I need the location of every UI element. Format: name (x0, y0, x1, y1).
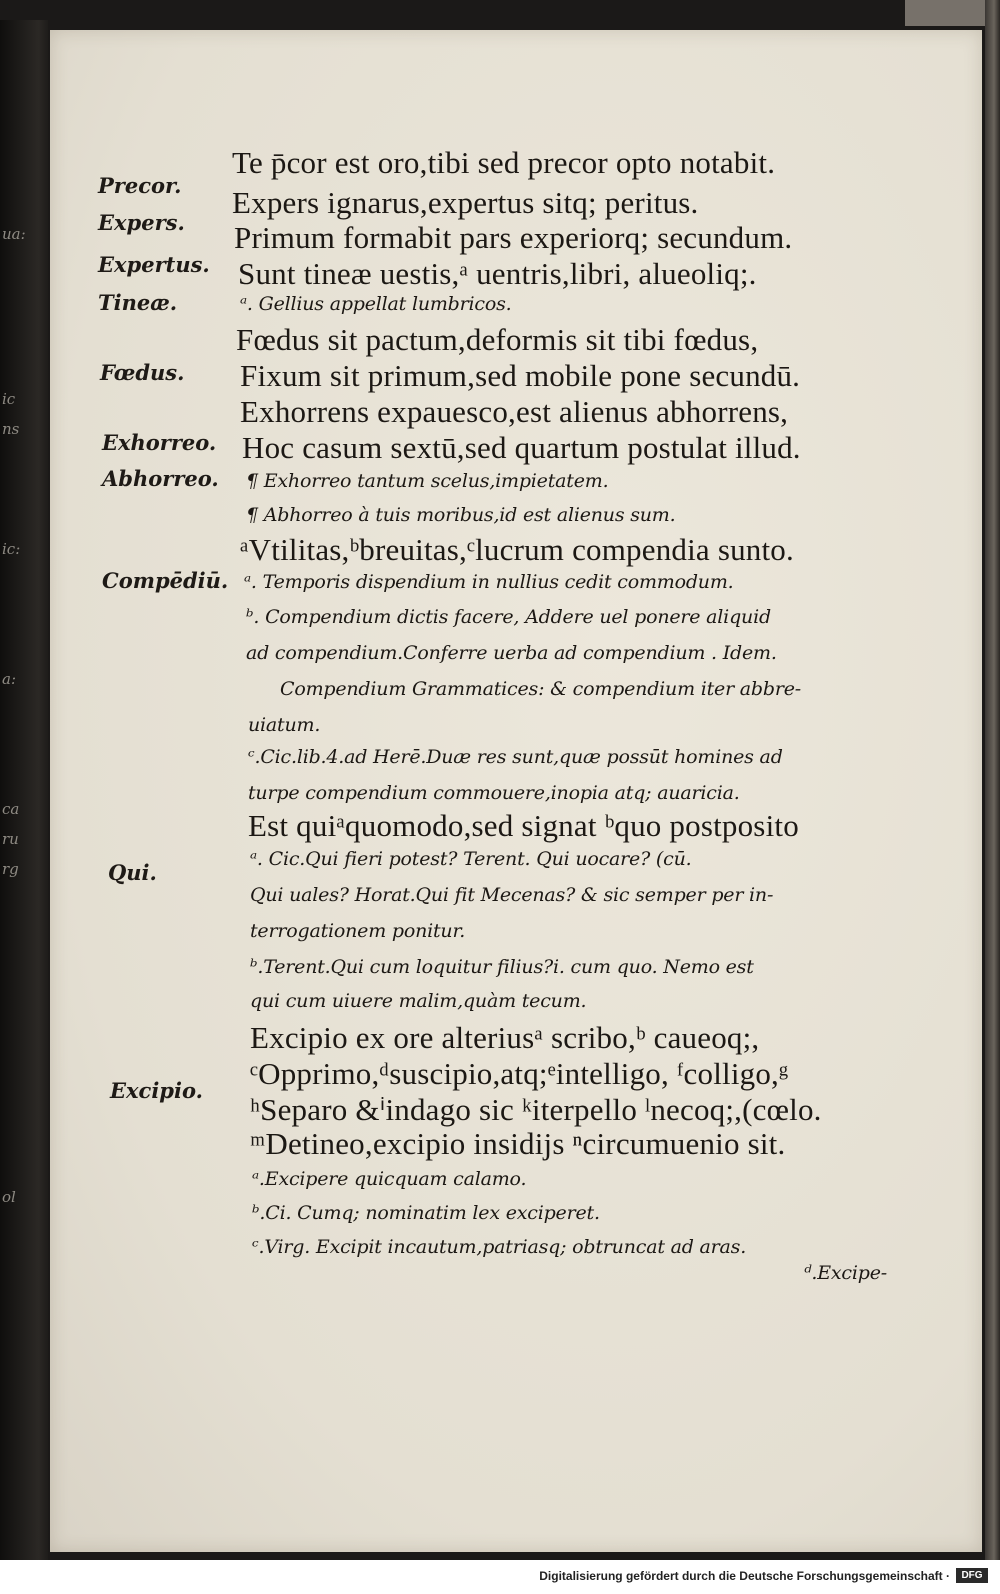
text-line: Fœdus sit pactum,deformis sit tibi fœdus, (236, 322, 759, 357)
margin-note-precor: Precor. (98, 173, 182, 198)
margin-note-expertus: Expertus. (98, 252, 210, 277)
bleed-fragment: rg (2, 860, 19, 878)
text-line: Expers ignarus,expertus sitq; peritus. (232, 185, 699, 220)
margin-note-excipio: Excipio. (110, 1078, 203, 1103)
text-line: ᵃ.Excipere quicquam calamo. (252, 1168, 527, 1190)
margin-note-tineae: Tineæ. (98, 290, 178, 315)
text-line: Est quiᵃquomodo,sed signat ᵇquo postposito (248, 808, 799, 843)
footer-bar (0, 1560, 1000, 1594)
bleed-fragment: ru (2, 830, 19, 848)
text-line: Compendium Grammatices: & compendium iter abbre- (280, 678, 802, 700)
text-line: Primum formabit pars experiorq; secundum. (234, 220, 793, 255)
bleed-fragment: ns (2, 420, 20, 438)
bleed-fragment: ic (2, 390, 16, 408)
scan-backdrop (905, 0, 985, 26)
margin-note-qui: Qui. (108, 860, 157, 885)
text-line: Excipio ex ore alteriusᵃ scribo,ᵇ caueoq;, (250, 1020, 760, 1055)
funding-credit: Digitalisierung gefördert durch die Deutsche Forschungsgemeinschaft · (539, 1569, 950, 1583)
text-line: Fixum sit primum,sed mobile pone secundū. (240, 358, 801, 393)
margin-note-compendium: Compēdiū. (102, 568, 229, 593)
text-line: ᶜ.Virg. Excipit incautum,patriasq; obtruncat ad aras. (252, 1236, 747, 1258)
text-line: ᵇ. Compendium dictis facere, Addere uel ponere aliquid (246, 606, 771, 628)
book-page (50, 30, 982, 1552)
margin-note-exhorreo: Exhorreo. (102, 430, 217, 455)
text-line: Qui uales? Horat.Qui fit Mecenas? & sic semper per in- (250, 884, 774, 906)
text-line: ᵃ. Temporis dispendium in nullius cedit commodum. (244, 571, 734, 593)
catchword: ᵈ.Excipe- (804, 1262, 887, 1284)
bleed-fragment: ca (2, 800, 20, 818)
text-line: ʰSeparo &ⁱindago sic ᵏiterpello ˡnecoq;,(cœlo. (250, 1092, 822, 1127)
bleed-fragment: ic: (2, 540, 21, 558)
text-line: Te p̄cor est oro,tibi sed precor opto notabit. (232, 145, 776, 180)
margin-note-foedus: Fœdus. (100, 360, 185, 385)
text-line: uiatum. (248, 714, 321, 736)
text-line: ᵐDetineo,excipio insidijs ⁿcircumuenio sit. (250, 1126, 786, 1161)
text-line: ᵇ.Terent.Qui cum loquitur filius?i. cum quo. Nemo est (250, 956, 754, 978)
text-line: ᶜ.Cic.lib.4.ad Herē.Duæ res sunt,quæ possūt homines ad (248, 746, 783, 768)
text-line: ¶ Exhorreo tantum scelus,impietatem. (246, 470, 609, 492)
bleed-fragment: ua: (2, 225, 26, 243)
text-line: ᵇ.Ci. Cumq; nominatim lex exciperet. (252, 1202, 600, 1224)
bleed-fragment: ol (2, 1188, 16, 1206)
adjacent-page-edge (0, 20, 48, 1560)
margin-note-abhorreo: Abhorreo. (102, 466, 219, 491)
text-line: ad compendium.Conferre uerba ad compendium . Idem. (246, 642, 777, 664)
text-line: ᶜOpprimo,ᵈsuscipio,atq;ᵉintelligo, ᶠcolligo,ᵍ (250, 1056, 789, 1091)
margin-note-expers: Expers. (98, 210, 185, 235)
dfg-logo: DFG (956, 1568, 988, 1583)
text-line: ᵃ. Gellius appellat lumbricos. (240, 293, 512, 315)
text-line: Exhorrens expauesco,est alienus abhorrens, (240, 394, 789, 429)
text-line: Sunt tineæ uestis,ᵃ uentris,libri, alueoliq;. (238, 256, 757, 291)
page-fore-edge (985, 0, 1000, 1560)
text-line: terrogationem ponitur. (250, 920, 466, 942)
text-line: ᵃ. Cic.Qui fieri potest? Terent. Qui uocare? (cū. (250, 848, 692, 870)
text-line: ᵃVtilitas,ᵇbreuitas,ᶜlucrum compendia sunto. (240, 532, 794, 567)
text-line: ¶ Abhorreo à tuis moribus,id est alienus sum. (246, 504, 676, 526)
bleed-fragment: a: (2, 670, 16, 688)
text-line: qui cum uiuere malim,quàm tecum. (250, 990, 587, 1012)
text-line: turpe compendium commouere,inopia atq; auaricia. (248, 782, 740, 804)
text-line: Hoc casum sextū,sed quartum postulat illud. (242, 430, 801, 465)
